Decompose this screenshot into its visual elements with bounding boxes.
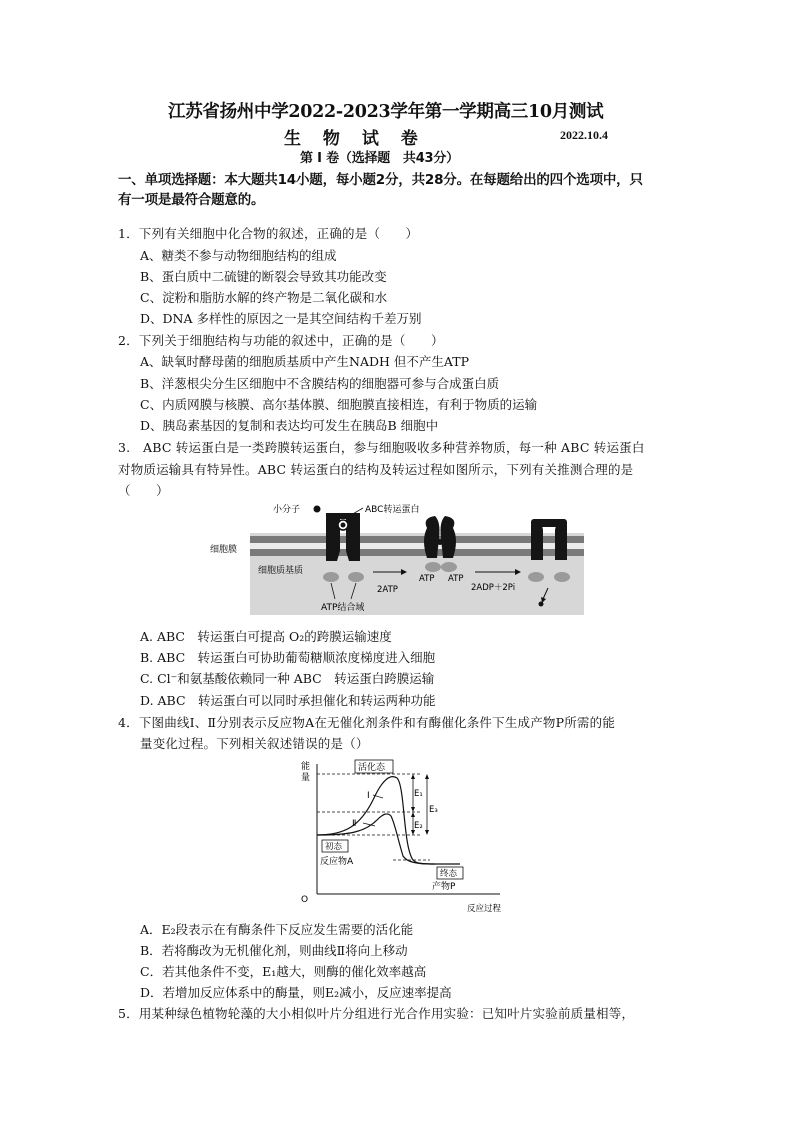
q3-stem-line1: 3. ABC 转运蛋白是一类跨膜转运蛋白，参与细胞吸收多种营养物质，每一种 ABC 转运蛋白 <box>118 440 645 455</box>
q5-stem-line1: 5．用某种绿色植物轮藻的大小相似叶片分组进行光合作用实验：已知叶片实验前质量相等， <box>118 1006 635 1021</box>
atp-label-1: ATP <box>419 574 435 584</box>
section-instruction-line1: 一、单项选择题：本大题共14小题，每小题2分，共28分。在每题给出的四个选项中，只 <box>118 172 643 188</box>
e3-label: E₃ <box>429 805 438 815</box>
activated-state-label: 活化态 <box>358 763 386 773</box>
membrane-label: 细胞膜 <box>210 545 238 555</box>
q3-option-d: D. ABC 转运蛋白可以同时承担催化和转运两种功能 <box>140 693 436 708</box>
e2-label: E₂ <box>414 821 423 831</box>
energy-diagram-figure <box>295 756 520 916</box>
q1-option-a: A、糖类不参与动物细胞结构的组成 <box>140 248 337 263</box>
abc-transporter-figure <box>205 493 590 618</box>
q1-option-c: C、淀粉和脂肪水解的终产物是二氧化碳和水 <box>140 290 388 305</box>
y-axis-label-top: 能 <box>301 762 311 772</box>
two-atp-label: 2ATP <box>377 585 398 595</box>
curve-ii-label: Ⅱ <box>352 819 357 829</box>
q1-option-b: B、蛋白质中二硫键的断裂会导致其功能改变 <box>140 269 387 284</box>
q4-option-c: C．若其他条件不变，E₁越大，则酶的催化效率越高 <box>140 964 427 979</box>
exam-subtitle: 生 物 试 卷 <box>284 129 426 149</box>
curve-i-label: Ⅰ <box>367 791 370 801</box>
q1-option-d: D、DNA 多样性的原因之一是其空间结构千差万别 <box>140 311 422 326</box>
initial-state-label: 初态 <box>325 842 343 852</box>
q4-option-a: A．E₂段表示在有酶条件下反应发生需要的活化能 <box>140 922 414 937</box>
small-molecule-dot <box>314 506 321 513</box>
abc-protein-label: ABC转运蛋白 <box>365 505 420 515</box>
q2-option-b: B、洋葱根尖分生区细胞中不含膜结构的细胞器可参与合成蛋白质 <box>140 376 500 391</box>
q3-stem-line3: （ ） <box>118 483 169 498</box>
q2-option-d: D、胰岛素基因的复制和表达均可发生在胰岛B 细胞中 <box>140 418 439 433</box>
paper-part: 第 Ⅰ 卷（选择题 共43分） <box>300 151 459 166</box>
cytoplasm-label: 细胞质基质 <box>258 566 304 576</box>
small-molecule-label: 小分子 <box>273 505 301 515</box>
q4-stem-line1: 4．下图曲线Ⅰ、Ⅱ分别表示反应物A在无催化剂条件和有酶催化条件下生成产物P所需的能 <box>118 715 616 730</box>
atp-binding-domain-label: ATP结合域 <box>321 603 365 613</box>
e1-label: E₁ <box>414 789 423 799</box>
q4-stem-line2: 量变化过程。下列相关叙述错误的是（） <box>140 736 369 751</box>
adp-label: 2ADP＋2Pi <box>471 583 516 593</box>
q3-option-b: B. ABC 转运蛋白可协助葡萄糖顺浓度梯度进入细胞 <box>140 650 436 665</box>
q2-option-a: A、缺氧时酵母菌的细胞质基质中产生NADH 但不产生ATP <box>140 354 469 369</box>
exam-date: 2022.10.4 <box>560 128 608 142</box>
reactant-label: 反应物A <box>320 857 354 867</box>
q4-option-d: D．若增加反应体系中的酶量，则E₂减小，反应速率提高 <box>140 985 452 1000</box>
exam-title: 江苏省扬州中学2022-2023学年第一学期高三10月测试 <box>168 102 604 122</box>
origin-label: O <box>301 895 309 905</box>
y-axis-label-bottom: 量 <box>301 773 311 783</box>
q3-stem-line2: 对物质运输具有特异性。ABC 转运蛋白的结构及转运过程如图所示，下列有关推测合理的是 <box>118 462 634 477</box>
x-axis-label: 反应过程 <box>467 904 502 914</box>
q2-option-c: C、内质网膜与核膜、高尔基体膜、细胞膜直接相连，有利于物质的运输 <box>140 397 538 412</box>
q3-option-a: A. ABC 转运蛋白可提高 O₂的跨膜运输速度 <box>140 629 392 644</box>
q4-option-b: B．若将酶改为无机催化剂，则曲线Ⅱ将向上移动 <box>140 943 408 958</box>
product-label: 产物P <box>432 882 456 892</box>
atp-label-2: ATP <box>448 574 464 584</box>
q3-option-c: C. Cl⁻和氨基酸依赖同一种 ABC 转运蛋白跨膜运输 <box>140 671 435 686</box>
q2-stem: 2．下列关于细胞结构与功能的叙述中，正确的是（ ） <box>118 333 444 348</box>
final-state-label: 终态 <box>440 869 458 879</box>
q1-stem: 1．下列有关细胞中化合物的叙述，正确的是（ ） <box>118 226 419 241</box>
section-instruction-line2: 有一项是最符合题意的。 <box>118 192 265 208</box>
